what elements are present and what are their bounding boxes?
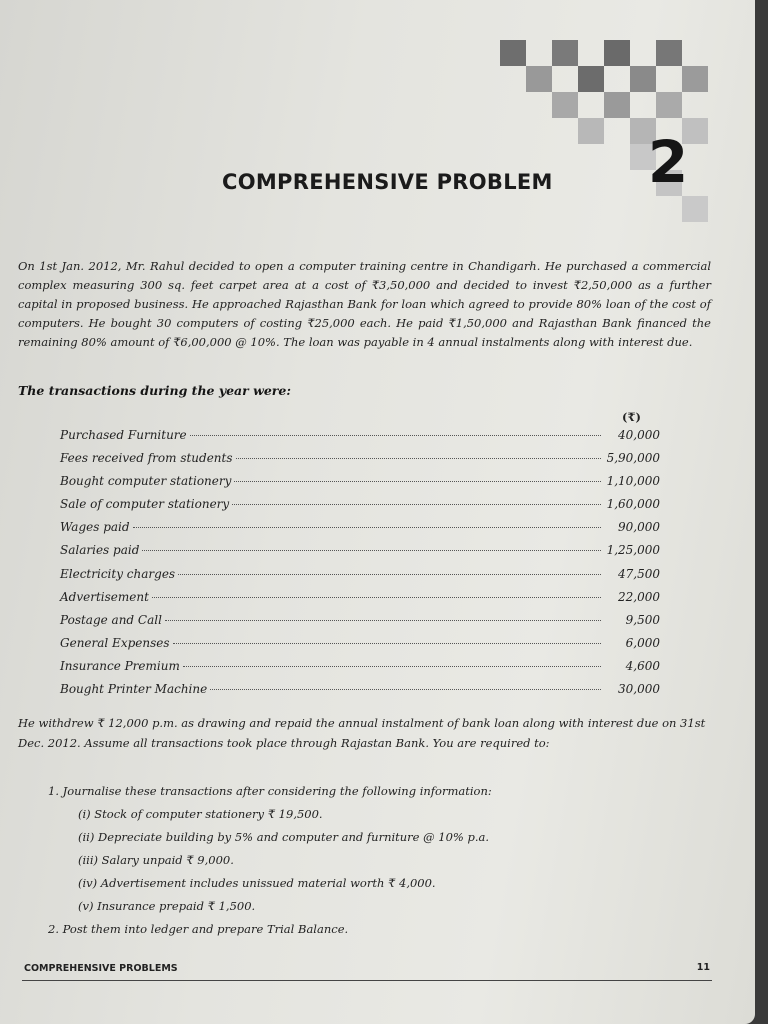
transaction-label: General Expenses [60, 635, 170, 650]
transaction-label: Insurance Premium [60, 658, 180, 673]
transaction-label: Bought Printer Machine [60, 682, 208, 697]
footer-section-label: COMPREHENSIVE PROBLEMS [24, 963, 178, 974]
leader-dots [165, 620, 601, 621]
transaction-label: Fees received from students [60, 451, 233, 466]
leader-dots [142, 550, 601, 551]
transaction-row [60, 474, 660, 497]
task-subitem: (iv) Advertisement includes unissued material worth ₹ 4,000. [78, 876, 436, 890]
transaction-amount: 4,600 [625, 658, 660, 673]
task-subitem: (iii) Salary unpaid ₹ 9,000. [78, 853, 234, 867]
transaction-label: Advertisement [60, 589, 149, 604]
leader-dots [236, 458, 601, 459]
transaction-row [60, 428, 660, 451]
transaction-row [60, 659, 660, 682]
transaction-label: Postage and Call [60, 612, 162, 627]
leader-dots [190, 435, 601, 436]
currency-unit-label: (₹) [622, 410, 641, 424]
transaction-label: Purchased Furniture [60, 428, 187, 442]
intro-paragraph: On 1st Jan. 2012, Mr. Rahul decided to open a computer training centre in Chandigarh. He purchased a commercial complex measuring 300 sq. feet carpet area at a cost of ₹3,50,000 and decided to invest ₹2,50,000 as a further capital in proposed business. He approached Rajasthan Bank for loan which agreed to provide 80% loan of the cost of computers. He bought 30 computers of costing ₹25,000 each. He paid ₹1,50,000 and Rajasthan Bank financed the remaining 80% amount of ₹6,00,000 @ 10%. The loan was payable in 4 annual instalments along with interest due. [18, 259, 711, 349]
chapter-number: 2 [647, 128, 689, 196]
transaction-amount: 1,60,000 [606, 497, 660, 512]
task-subitem: (ii) Depreciate building by 5% and computer and furniture @ 10% p.a. [78, 830, 490, 844]
tasks-list [48, 780, 708, 941]
transaction-row [60, 451, 660, 474]
leader-dots [232, 504, 601, 505]
leader-dots [152, 597, 601, 598]
leader-dots [234, 481, 601, 482]
transaction-label: Wages paid [60, 520, 130, 535]
transaction-amount: 30,000 [618, 682, 660, 697]
task-item: 1. Journalise these transactions after considering the following information: [48, 784, 492, 798]
transaction-amount: 6,000 [625, 635, 660, 650]
transaction-label: Sale of computer stationery [60, 497, 230, 512]
transaction-amount: 5,90,000 [606, 451, 660, 466]
transaction-label: Electricity charges [60, 566, 176, 581]
transaction-row [60, 567, 660, 590]
transaction-row [60, 543, 660, 566]
task-item: 2. Post them into ledger and prepare Trial Balance. [48, 922, 349, 936]
transaction-amount: 47,500 [618, 566, 660, 581]
task-subitem: (v) Insurance prepaid ₹ 1,500. [78, 899, 256, 913]
leader-dots [133, 527, 601, 528]
transaction-amount: 40,000 [618, 428, 660, 442]
task-subitem: (i) Stock of computer stationery ₹ 19,500. [78, 807, 323, 821]
transactions-heading: The transactions during the year were: [18, 383, 291, 398]
page-title: COMPREHENSIVE PROBLEM [222, 170, 553, 194]
transaction-amount: 1,25,000 [606, 543, 660, 558]
transaction-amount: 1,10,000 [606, 474, 660, 489]
transaction-label: Bought computer stationery [60, 474, 232, 489]
leader-dots [183, 666, 601, 667]
transaction-row [60, 682, 660, 705]
transaction-row [60, 497, 660, 520]
transaction-amount: 9,500 [625, 612, 660, 627]
leader-dots [178, 574, 601, 575]
transaction-row [60, 520, 660, 543]
page-number: 11 [696, 962, 710, 973]
transaction-row [60, 613, 660, 636]
leader-dots [210, 689, 601, 690]
transaction-amount: 22,000 [618, 589, 660, 604]
transaction-row [60, 636, 660, 659]
footer-divider [22, 980, 712, 981]
transaction-row [60, 590, 660, 613]
transactions-list [60, 428, 660, 705]
closing-paragraph: He withdrew ₹ 12,000 p.m. as drawing and repaid the annual instalment of bank loan along with interest due on 31st Dec. 2012. Assume all transactions took place through Rajastan Bank. You are required to: [18, 716, 706, 750]
transaction-label: Salaries paid [60, 543, 140, 558]
transaction-amount: 90,000 [618, 520, 660, 535]
leader-dots [173, 643, 601, 644]
